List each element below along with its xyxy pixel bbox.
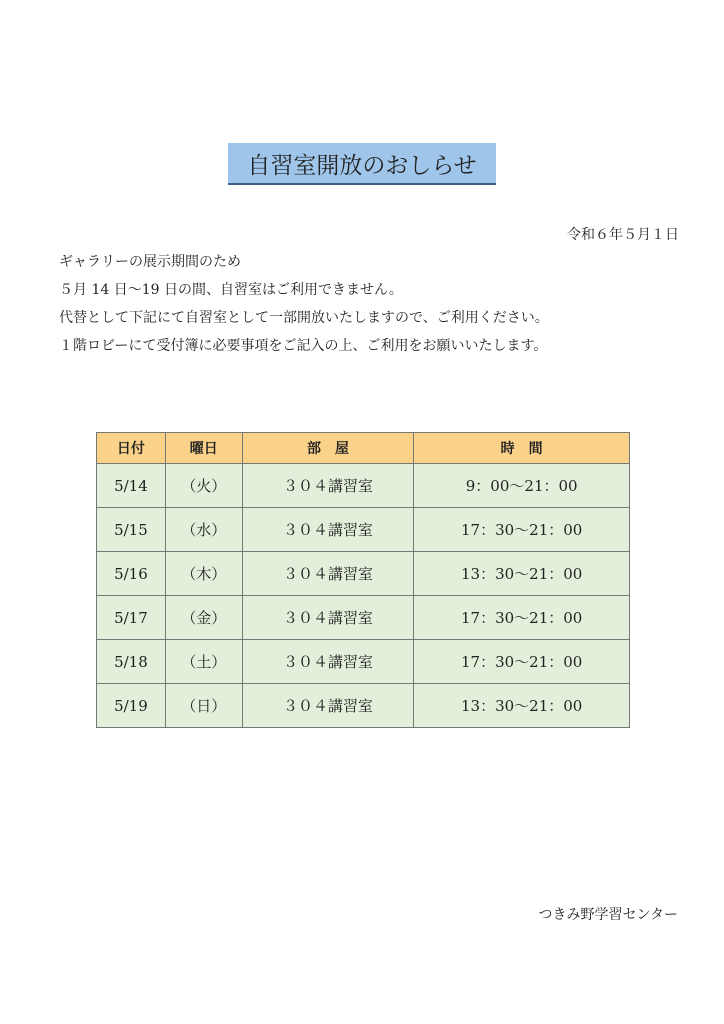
cell-weekday: （金） [165, 596, 242, 640]
cell-room: ３０４講習室 [242, 596, 414, 640]
table-row [97, 640, 630, 684]
table-row [97, 464, 630, 508]
cell-weekday: （土） [165, 640, 242, 684]
cell-time: 17：30〜21：00 [414, 596, 630, 640]
cell-time: 17：30〜21：00 [414, 508, 630, 552]
body-line: １階ロビーにて受付簿に必要事項をご記入の上、ご利用をお願いいたします。 [59, 338, 548, 354]
page-title: 自習室開放のおしらせ [247, 152, 477, 179]
table-row [97, 684, 630, 728]
organization-name: つきみ野学習センター [538, 907, 678, 923]
header-date: 日付 [97, 433, 166, 464]
header-time: 時 間 [414, 433, 630, 464]
cell-room: ３０４講習室 [242, 508, 414, 552]
cell-time: 13：30〜21：00 [414, 684, 630, 728]
cell-weekday: （日） [165, 684, 242, 728]
cell-room: ３０４講習室 [242, 464, 414, 508]
cell-date: 5/19 [97, 684, 166, 728]
table-row [97, 552, 630, 596]
body-line: ５月 14 日〜19 日の間、自習室はご利用できません。 [59, 282, 403, 298]
cell-time: 17：30〜21：00 [414, 640, 630, 684]
header-weekday: 曜日 [165, 433, 242, 464]
cell-weekday: （水） [165, 508, 242, 552]
cell-room: ３０４講習室 [242, 684, 414, 728]
cell-weekday: （木） [165, 552, 242, 596]
schedule-table [96, 432, 630, 728]
cell-room: ３０４講習室 [242, 640, 414, 684]
body-line: 代替として下記にて自習室として一部開放いたしますので、ご利用ください。 [59, 310, 549, 326]
notice-date: 令和６年５月１日 [567, 227, 679, 243]
cell-time: 9：00〜21：00 [414, 464, 630, 508]
cell-date: 5/16 [97, 552, 166, 596]
cell-date: 5/18 [97, 640, 166, 684]
table-row [97, 508, 630, 552]
cell-date: 5/15 [97, 508, 166, 552]
cell-date: 5/17 [97, 596, 166, 640]
cell-time: 13：30〜21：00 [414, 552, 630, 596]
header-room: 部 屋 [242, 433, 414, 464]
cell-weekday: （火） [165, 464, 242, 508]
cell-room: ３０４講習室 [242, 552, 414, 596]
table-header-row [97, 433, 630, 464]
table-row [97, 596, 630, 640]
notice-body [59, 248, 549, 360]
cell-date: 5/14 [97, 464, 166, 508]
title-banner [228, 143, 496, 185]
body-line: ギャラリーの展示期間のため [59, 254, 241, 270]
